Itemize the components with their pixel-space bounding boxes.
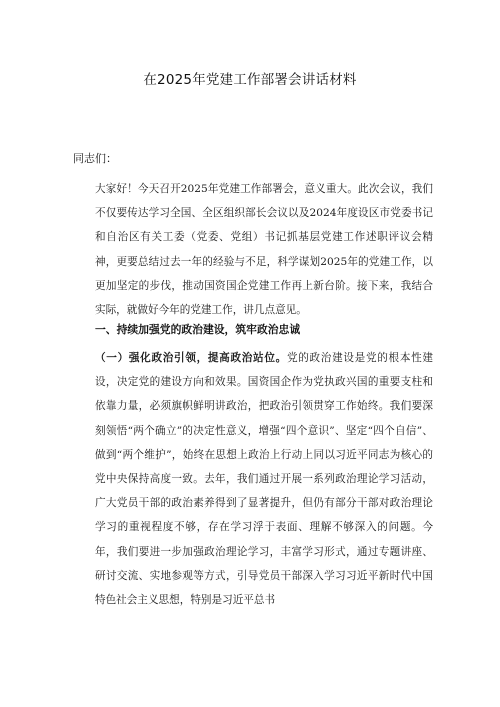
paragraph-intro bbox=[73, 177, 433, 322]
document-title: 在2025年党建工作部署会讲话材料 bbox=[143, 72, 357, 88]
paragraph-subsection-1 bbox=[73, 346, 433, 612]
subsection-1-text: 党的政治建设是党的根本性建设，决定党的建设方向和效果。国资国企作为党执政兴国的重要支柱和依靠力量，必须旗帜鲜明讲政治，把政治引领贯穿工作始终。我们要深刻领悟“两个确立”的决定性意义，增强“四个意识”、坚定“四个自信”、做到“两个维护”，始终在思想上政治上行动上同以习近平同志为核心的党中央保持高度一致。去年，我们通过开展一系列政治理论学习活动，广大党员干部的政治素养得到了显著提升，但仍有部分干部对政治理论学习的重视程度不够，存在学习浮于表面、理解不够深入的问题。今年，我们要进一步加强政治理论学习，丰富学习形式，通过专题讲座、研讨交流、实地参观等方式，引导党员干部深入学习习近平新时代中国特色社会主义思想，特别是习近平总书 bbox=[95, 352, 434, 607]
paragraph-subsection-1-content bbox=[73, 346, 433, 612]
paragraph-intro-text: 大家好！今天召开2025年党建工作部署会，意义重大。此次会议，我们不仅要传达学习全国、全区组织部长会议以及2024年度设区市党委书记和自治区有关工委（党委、党组）书记抓基层党建工作述职评议会精神，更要总结过去一年的经验与不足，科学谋划2025年的党建工作，以更加坚定的步伐，推动国资国企党建工作再上新台阶。接下来，我结合实际，就做好今年的党建工作，讲几点意见。 bbox=[95, 183, 433, 317]
greeting: 同志们： bbox=[73, 152, 117, 165]
section-heading-1: 一、持续加强党的政治建设，筑牢政治忠诚 bbox=[95, 323, 301, 336]
subsection-heading-1: （一）强化政治引领，提高政治站位。 bbox=[95, 352, 287, 364]
